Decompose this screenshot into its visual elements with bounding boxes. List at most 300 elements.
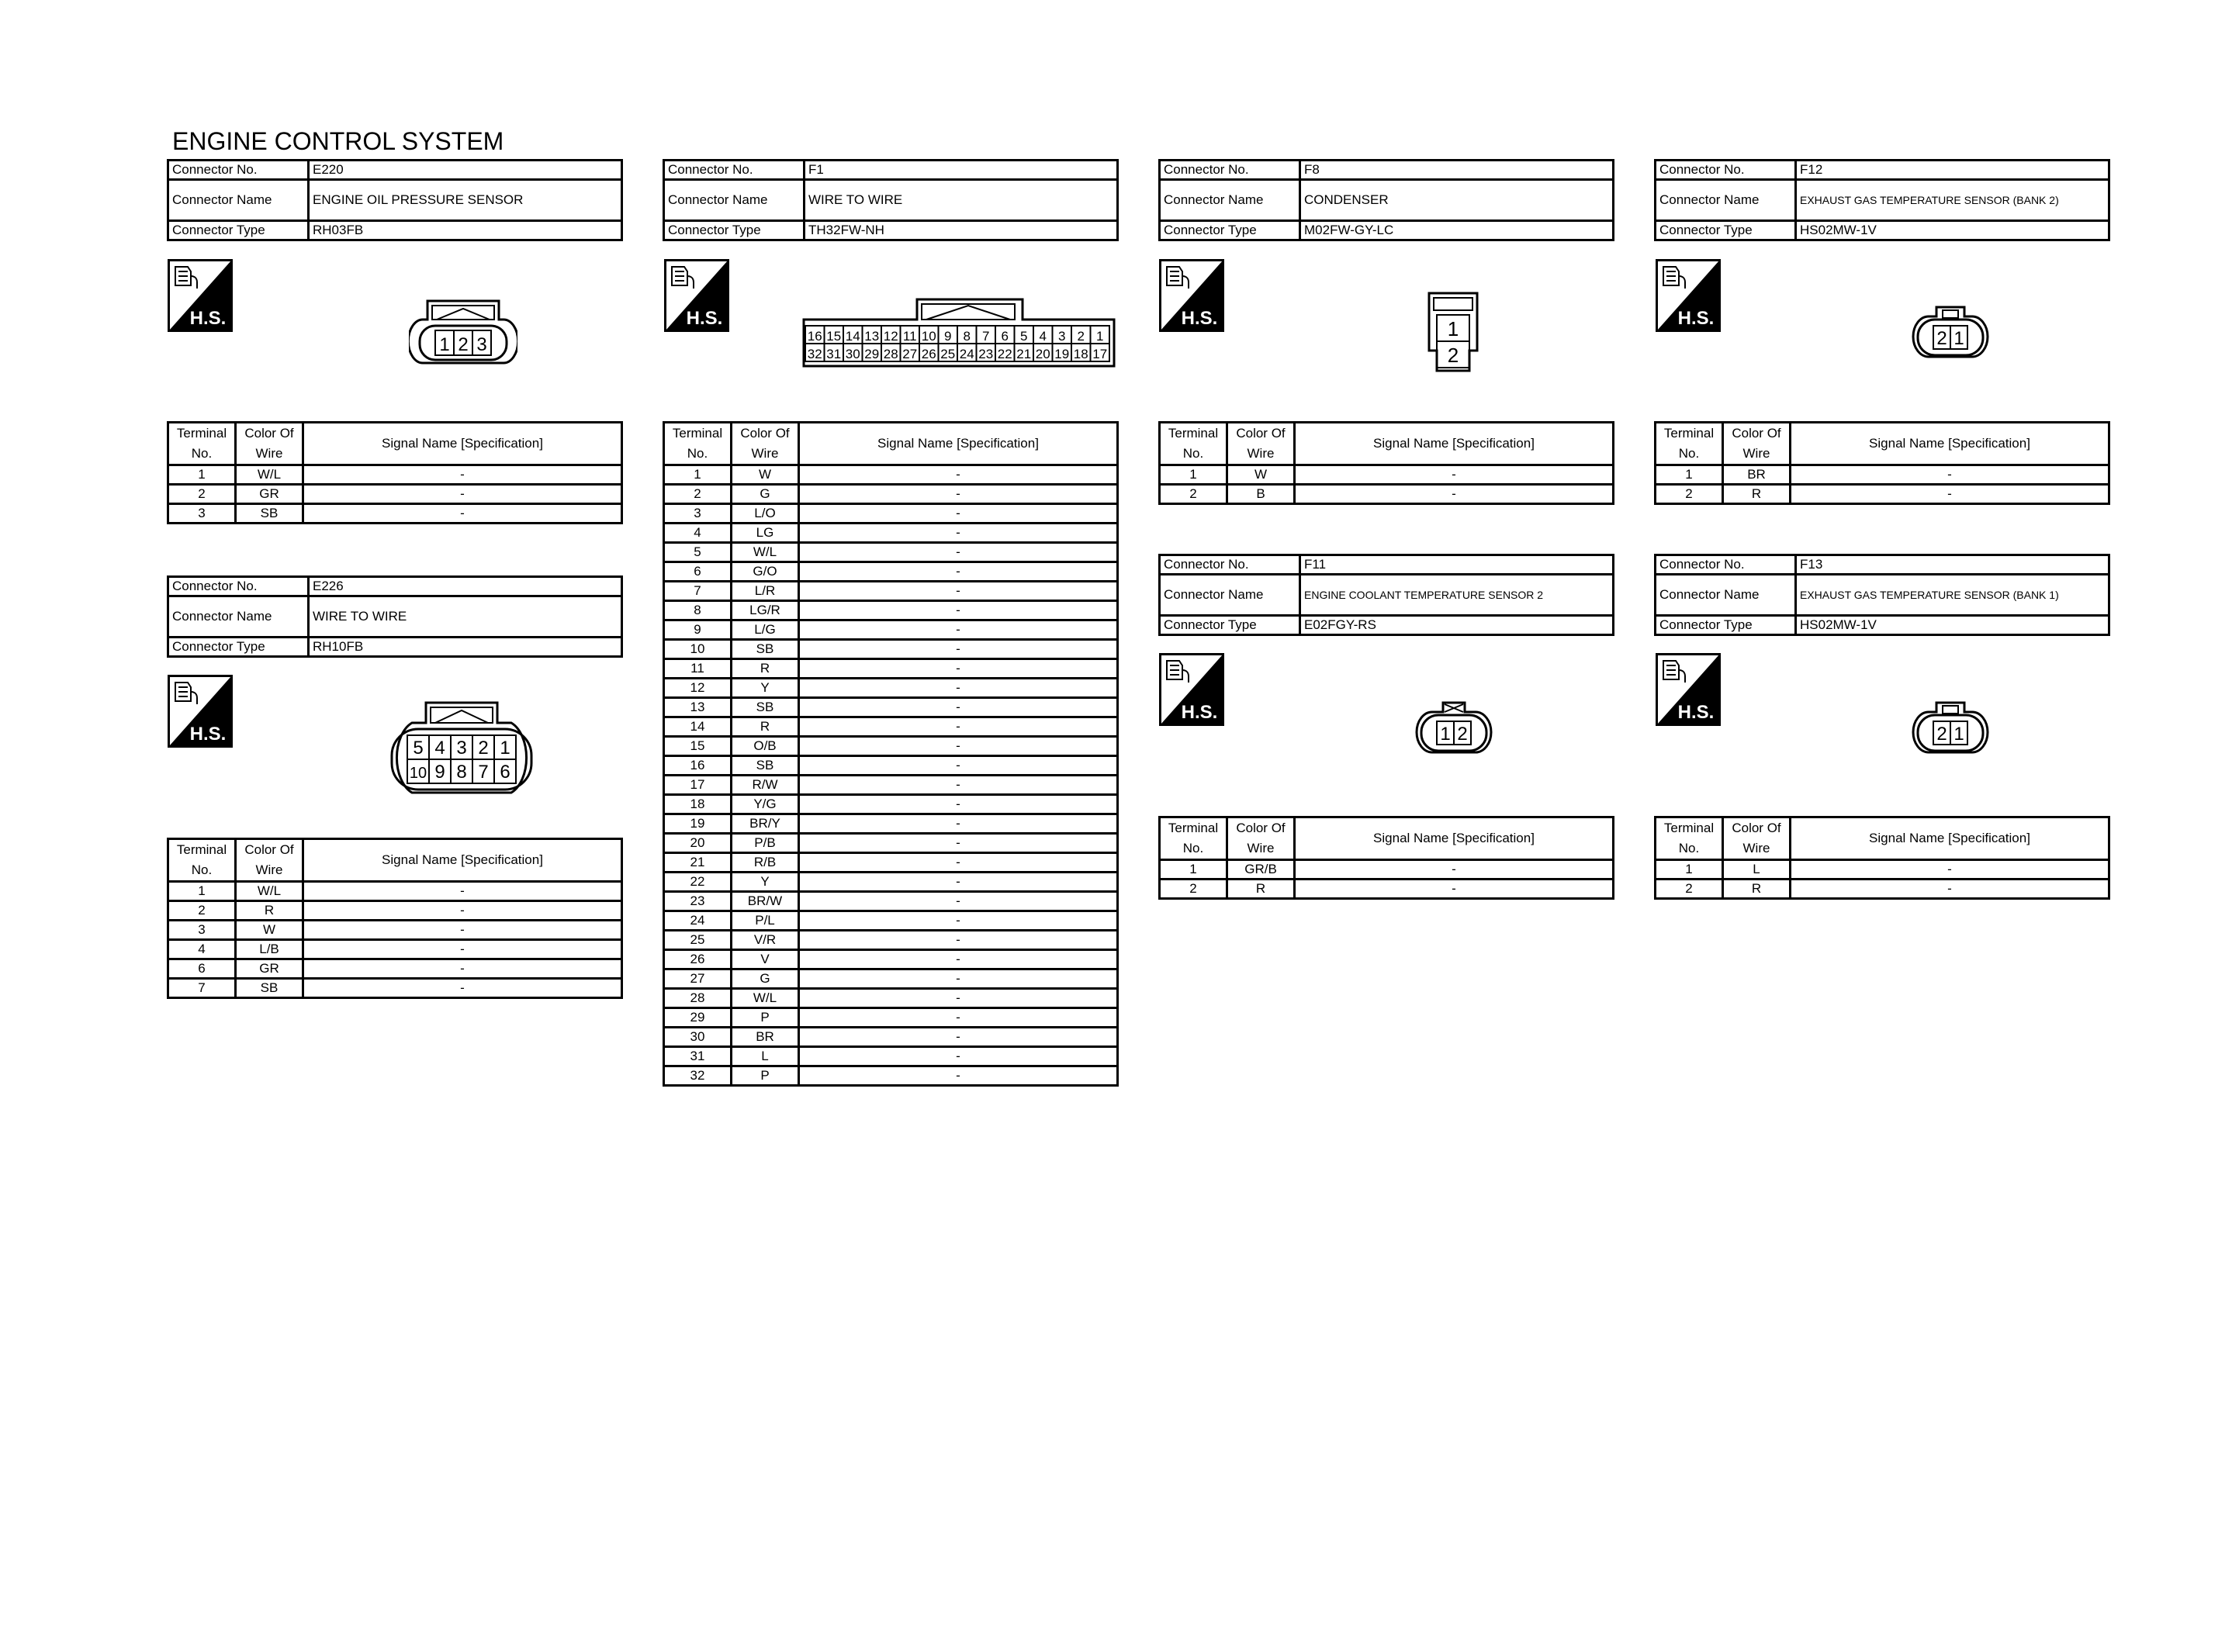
label-connector-name: Connector Name <box>168 180 309 221</box>
hs-badge-text: H.S. <box>686 308 723 329</box>
terminal-row <box>168 979 622 998</box>
pin-label: 27 <box>902 347 918 361</box>
terminal-table-f1-wrap <box>663 421 1119 1087</box>
wire-color: G <box>732 485 799 504</box>
terminal-row <box>664 756 1118 776</box>
page-title: ENGINE CONTROL SYSTEM <box>172 127 504 155</box>
terminal-row <box>664 776 1118 795</box>
terminal-row <box>1160 860 1614 880</box>
signal-name: - <box>799 524 1118 543</box>
wire-color: W <box>732 465 799 485</box>
terminal-row <box>664 873 1118 892</box>
terminal-no: 1 <box>664 465 732 485</box>
terminal-row <box>664 659 1118 679</box>
col-header-signal: Signal Name [Specification] <box>1295 423 1614 465</box>
col-header-terminal: Terminal No. <box>664 423 732 465</box>
terminal-table <box>167 421 623 524</box>
terminal-table <box>167 838 623 999</box>
terminal-row <box>1656 485 2109 504</box>
signal-name: - <box>303 979 622 998</box>
col-header-color: Color Of Wire <box>1723 817 1791 860</box>
signal-name: - <box>799 698 1118 717</box>
terminal-row <box>168 882 622 901</box>
terminal-no: 2 <box>1160 485 1227 504</box>
pin-label: 6 <box>500 762 510 783</box>
terminal-table <box>1654 421 2110 505</box>
label-connector-no: Connector No. <box>168 161 309 180</box>
terminal-no: 16 <box>664 756 732 776</box>
terminal-row <box>168 959 622 979</box>
label-connector-no: Connector No. <box>664 161 805 180</box>
terminal-no: 19 <box>664 814 732 834</box>
terminal-no: 21 <box>664 853 732 873</box>
terminal-row <box>664 465 1118 485</box>
wire-color: L/G <box>732 620 799 640</box>
wire-color: R <box>732 717 799 737</box>
terminal-no: 31 <box>664 1047 732 1066</box>
wire-color: V <box>732 950 799 969</box>
terminal-no: 1 <box>1160 860 1227 880</box>
terminal-no: 27 <box>664 969 732 989</box>
terminal-row <box>664 620 1118 640</box>
terminal-table-f11-wrap <box>1158 816 1614 900</box>
pin-label: 1 <box>1440 724 1451 745</box>
pin-label: 14 <box>845 329 860 344</box>
terminal-no: 2 <box>664 485 732 504</box>
pin-label: 5 <box>1020 329 1028 344</box>
terminal-table-f12-wrap <box>1654 421 2110 505</box>
terminal-no: 17 <box>664 776 732 795</box>
terminal-row <box>1160 465 1614 485</box>
signal-name: - <box>799 717 1118 737</box>
signal-name: - <box>799 931 1118 950</box>
terminal-no: 8 <box>664 601 732 620</box>
wire-color: B <box>1227 485 1295 504</box>
label-connector-name: Connector Name <box>168 596 309 638</box>
signal-name: - <box>799 853 1118 873</box>
connector-no-value: F8 <box>1300 161 1614 180</box>
wire-color: GR/B <box>1227 860 1295 880</box>
hs-badge-text: H.S. <box>189 308 227 329</box>
terminal-no: 3 <box>664 504 732 524</box>
terminal-row <box>664 814 1118 834</box>
connector-type-value: HS02MW-1V <box>1796 616 2109 635</box>
label-connector-no: Connector No. <box>1160 161 1300 180</box>
signal-name: - <box>799 543 1118 562</box>
pin-label: 32 <box>807 347 822 361</box>
signal-name: - <box>1791 880 2109 899</box>
wire-color: R <box>1723 485 1791 504</box>
signal-name: - <box>799 504 1118 524</box>
connector-face-f8 <box>1426 290 1480 374</box>
pin-label: 2 <box>1447 344 1459 367</box>
terminal-no: 1 <box>1656 465 1723 485</box>
wire-color: W/L <box>732 543 799 562</box>
col-header-color: Color Of Wire <box>732 423 799 465</box>
terminal-row <box>664 737 1118 756</box>
label-connector-type: Connector Type <box>1656 616 1796 635</box>
connector-no-value: E220 <box>309 161 622 180</box>
connector-info-table <box>1158 159 1614 241</box>
pin-label: 24 <box>959 347 974 361</box>
wire-color: W/L <box>236 465 303 485</box>
terminal-row <box>168 940 622 959</box>
pin-label: 20 <box>1035 347 1050 361</box>
terminal-row <box>1160 485 1614 504</box>
col-header-color: Color Of Wire <box>1227 423 1295 465</box>
signal-name: - <box>799 465 1118 485</box>
connector-f8 <box>1158 159 1614 241</box>
signal-name: - <box>1791 860 2109 880</box>
wire-color: W/L <box>236 882 303 901</box>
connector-name-value: ENGINE COOLANT TEMPERATURE SENSOR 2 <box>1300 575 1614 616</box>
harness-side-badge <box>664 259 731 334</box>
signal-name: - <box>303 940 622 959</box>
pin-label: 28 <box>883 347 898 361</box>
pin-label: 1 <box>500 738 510 759</box>
wire-color: GR <box>236 485 303 504</box>
col-header-signal: Signal Name [Specification] <box>303 423 622 465</box>
terminal-no: 1 <box>168 882 236 901</box>
pin-label: 6 <box>1001 329 1009 344</box>
terminal-no: 1 <box>1656 860 1723 880</box>
signal-name: - <box>799 659 1118 679</box>
signal-name: - <box>799 795 1118 814</box>
label-connector-no: Connector No. <box>1656 161 1796 180</box>
signal-name: - <box>799 873 1118 892</box>
signal-name: - <box>1295 465 1614 485</box>
terminal-no: 2 <box>168 485 236 504</box>
pin-label: 2 <box>1457 724 1468 745</box>
terminal-row <box>664 1028 1118 1047</box>
pin-label: 1 <box>1954 724 1964 745</box>
terminal-no: 2 <box>168 901 236 921</box>
terminal-no: 2 <box>1160 880 1227 899</box>
terminal-no: 4 <box>168 940 236 959</box>
label-connector-no: Connector No. <box>1160 555 1300 575</box>
pin-label: 10 <box>921 329 936 344</box>
pin-label: 1 <box>1954 328 1964 349</box>
wire-color: SB <box>732 698 799 717</box>
pin-label: 1 <box>1096 329 1104 344</box>
wire-color: P <box>732 1066 799 1086</box>
pin-label: 10 <box>409 765 427 782</box>
signal-name: - <box>799 950 1118 969</box>
signal-name: - <box>799 911 1118 931</box>
terminal-table <box>1158 816 1614 900</box>
wire-color: SB <box>236 504 303 524</box>
wire-color: L/B <box>236 940 303 959</box>
wire-color: BR <box>1723 465 1791 485</box>
pin-label: 18 <box>1073 347 1088 361</box>
label-connector-type: Connector Type <box>168 638 309 657</box>
col-header-terminal: Terminal No. <box>1656 817 1723 860</box>
terminal-no: 20 <box>664 834 732 853</box>
terminal-row <box>664 717 1118 737</box>
terminal-no: 10 <box>664 640 732 659</box>
terminal-no: 1 <box>1160 465 1227 485</box>
wire-color: LG <box>732 524 799 543</box>
connector-face-f12 <box>1910 304 1991 360</box>
terminal-no: 24 <box>664 911 732 931</box>
wire-color: SB <box>236 979 303 998</box>
terminal-row <box>664 834 1118 853</box>
terminal-row <box>1656 880 2109 899</box>
terminal-no: 3 <box>168 504 236 524</box>
connector-name-value: EXHAUST GAS TEMPERATURE SENSOR (BANK 1) <box>1796 575 2109 616</box>
pin-label: 1 <box>1447 317 1459 340</box>
pin-label: 4 <box>434 738 445 759</box>
wire-color: R <box>236 901 303 921</box>
harness-side-badge <box>1656 653 1722 728</box>
wire-color: GR <box>236 959 303 979</box>
label-connector-name: Connector Name <box>664 180 805 221</box>
signal-name: - <box>799 776 1118 795</box>
pin-label: 21 <box>1016 347 1032 361</box>
wire-color: SB <box>732 756 799 776</box>
connector-info-table <box>1654 554 2110 636</box>
terminal-no: 29 <box>664 1008 732 1028</box>
wire-color: W <box>1227 465 1295 485</box>
wire-color: R <box>732 659 799 679</box>
signal-name: - <box>799 1066 1118 1086</box>
terminal-no: 6 <box>168 959 236 979</box>
col-header-signal: Signal Name [Specification] <box>799 423 1118 465</box>
col-header-terminal: Terminal No. <box>168 423 236 465</box>
terminal-no: 30 <box>664 1028 732 1047</box>
signal-name: - <box>303 504 622 524</box>
pin-label: 26 <box>921 347 936 361</box>
connector-info-table <box>1654 159 2110 241</box>
wire-color: P <box>732 1008 799 1028</box>
terminal-row <box>664 969 1118 989</box>
harness-side-badge <box>1159 653 1226 728</box>
terminal-row <box>168 465 622 485</box>
pin-label: 4 <box>1039 329 1047 344</box>
terminal-no: 11 <box>664 659 732 679</box>
terminal-table-e220-wrap <box>167 421 623 524</box>
pin-label: 30 <box>845 347 860 361</box>
wire-color: G <box>732 969 799 989</box>
terminal-no: 2 <box>1656 880 1723 899</box>
col-header-signal: Signal Name [Specification] <box>1791 817 2109 860</box>
terminal-no: 7 <box>664 582 732 601</box>
wire-color: V/R <box>732 931 799 950</box>
pin-label: 12 <box>883 329 898 344</box>
connector-f13 <box>1654 554 2110 636</box>
pin-label: 11 <box>902 329 917 344</box>
pin-label: 5 <box>413 738 424 759</box>
pin-label: 9 <box>944 329 952 344</box>
signal-name: - <box>1295 485 1614 504</box>
wire-color: R/B <box>732 853 799 873</box>
terminal-no: 13 <box>664 698 732 717</box>
hs-badge-text: H.S. <box>1181 702 1218 723</box>
pin-label: 31 <box>826 347 842 361</box>
connector-no-value: F11 <box>1300 555 1614 575</box>
terminal-row <box>664 601 1118 620</box>
col-header-signal: Signal Name [Specification] <box>303 839 622 882</box>
connector-type-value: RH10FB <box>309 638 622 657</box>
hs-badge-text: H.S. <box>1181 308 1218 329</box>
signal-name: - <box>799 969 1118 989</box>
pin-label: 16 <box>807 329 822 344</box>
signal-name: - <box>303 901 622 921</box>
label-connector-name: Connector Name <box>1656 575 1796 616</box>
label-connector-no: Connector No. <box>1656 555 1796 575</box>
wire-color: W <box>236 921 303 940</box>
connector-e226 <box>167 575 623 658</box>
label-connector-name: Connector Name <box>1160 180 1300 221</box>
connector-e220 <box>167 159 623 241</box>
terminal-row <box>664 795 1118 814</box>
pin-label: 29 <box>864 347 880 361</box>
wire-color: L <box>732 1047 799 1066</box>
connector-type-value: RH03FB <box>309 221 622 240</box>
col-header-signal: Signal Name [Specification] <box>1295 817 1614 860</box>
connector-type-value: E02FGY-RS <box>1300 616 1614 635</box>
signal-name: - <box>303 959 622 979</box>
terminal-no: 7 <box>168 979 236 998</box>
terminal-row <box>664 543 1118 562</box>
terminal-row <box>664 892 1118 911</box>
harness-side-badge <box>168 675 234 749</box>
pin-label: 9 <box>434 762 445 783</box>
terminal-row <box>168 901 622 921</box>
pin-label: 15 <box>826 329 842 344</box>
pin-label: 7 <box>982 329 990 344</box>
label-connector-name: Connector Name <box>1160 575 1300 616</box>
terminal-no: 22 <box>664 873 732 892</box>
label-connector-no: Connector No. <box>168 577 309 596</box>
terminal-row <box>664 485 1118 504</box>
connector-no-value: F12 <box>1796 161 2109 180</box>
col-header-terminal: Terminal No. <box>1160 423 1227 465</box>
signal-name: - <box>1295 880 1614 899</box>
signal-name: - <box>303 465 622 485</box>
col-header-color: Color Of Wire <box>1227 817 1295 860</box>
signal-name: - <box>799 737 1118 756</box>
terminal-row <box>664 950 1118 969</box>
terminal-row <box>664 698 1118 717</box>
terminal-row <box>664 1047 1118 1066</box>
pin-label: 25 <box>940 347 956 361</box>
connector-name-value: ENGINE OIL PRESSURE SENSOR <box>309 180 622 221</box>
label-connector-type: Connector Type <box>1656 221 1796 240</box>
signal-name: - <box>799 601 1118 620</box>
terminal-table-e226-wrap <box>167 838 623 999</box>
terminal-row <box>1656 860 2109 880</box>
wire-color: G/O <box>732 562 799 582</box>
terminal-no: 1 <box>168 465 236 485</box>
connector-no-value: E226 <box>309 577 622 596</box>
connector-info-table <box>167 575 623 658</box>
pin-label: 19 <box>1054 347 1070 361</box>
signal-name: - <box>799 989 1118 1008</box>
signal-name: - <box>799 1047 1118 1066</box>
pin-label: 2 <box>1936 328 1947 349</box>
terminal-row <box>664 524 1118 543</box>
wire-color: Y/G <box>732 795 799 814</box>
terminal-row <box>664 582 1118 601</box>
signal-name: - <box>799 892 1118 911</box>
signal-name: - <box>303 882 622 901</box>
terminal-no: 26 <box>664 950 732 969</box>
terminal-no: 15 <box>664 737 732 756</box>
connector-face-f11 <box>1414 700 1494 755</box>
terminal-row <box>664 504 1118 524</box>
col-header-signal: Signal Name [Specification] <box>1791 423 2109 465</box>
terminal-row <box>664 989 1118 1008</box>
connector-type-value: M02FW-GY-LC <box>1300 221 1614 240</box>
signal-name: - <box>1295 860 1614 880</box>
wire-color: P/L <box>732 911 799 931</box>
terminal-row <box>664 853 1118 873</box>
signal-name: - <box>799 1028 1118 1047</box>
wire-color: L/O <box>732 504 799 524</box>
terminal-no: 5 <box>664 543 732 562</box>
terminal-table <box>663 421 1119 1087</box>
wire-color: L/R <box>732 582 799 601</box>
pin-label: 1 <box>439 334 450 355</box>
connector-info-table <box>663 159 1119 241</box>
terminal-row <box>168 921 622 940</box>
pin-label: 8 <box>963 329 971 344</box>
pin-label: 13 <box>864 329 880 344</box>
wire-color: Y <box>732 873 799 892</box>
wire-color: BR/W <box>732 892 799 911</box>
label-connector-type: Connector Type <box>1160 221 1300 240</box>
connector-face-f1 <box>799 298 1116 369</box>
terminal-row <box>664 1008 1118 1028</box>
connector-type-value: HS02MW-1V <box>1796 221 2109 240</box>
connector-info-table <box>167 159 623 241</box>
col-header-color: Color Of Wire <box>1723 423 1791 465</box>
signal-name: - <box>799 756 1118 776</box>
terminal-row <box>1160 880 1614 899</box>
terminal-no: 2 <box>1656 485 1723 504</box>
signal-name: - <box>799 562 1118 582</box>
signal-name: - <box>799 834 1118 853</box>
pin-label: 2 <box>458 334 469 355</box>
label-connector-type: Connector Type <box>168 221 309 240</box>
terminal-no: 4 <box>664 524 732 543</box>
terminal-no: 23 <box>664 892 732 911</box>
connector-name-value: WIRE TO WIRE <box>805 180 1118 221</box>
connector-name-value: CONDENSER <box>1300 180 1614 221</box>
pin-label: 8 <box>456 762 467 783</box>
connector-f1 <box>663 159 1119 241</box>
signal-name: - <box>799 679 1118 698</box>
pin-label: 7 <box>478 762 489 783</box>
signal-name: - <box>799 485 1118 504</box>
pin-label: 3 <box>1058 329 1066 344</box>
terminal-no: 14 <box>664 717 732 737</box>
wire-color: R/W <box>732 776 799 795</box>
connector-no-value: F13 <box>1796 555 2109 575</box>
label-connector-type: Connector Type <box>1160 616 1300 635</box>
wire-color: SB <box>732 640 799 659</box>
connector-face-e226 <box>382 700 541 797</box>
terminal-row <box>168 504 622 524</box>
terminal-no: 6 <box>664 562 732 582</box>
connector-info-table <box>1158 554 1614 636</box>
label-connector-name: Connector Name <box>1656 180 1796 221</box>
connector-f12 <box>1654 159 2110 241</box>
signal-name: - <box>1791 465 2109 485</box>
hs-badge-text: H.S. <box>1677 702 1715 723</box>
signal-name: - <box>799 814 1118 834</box>
